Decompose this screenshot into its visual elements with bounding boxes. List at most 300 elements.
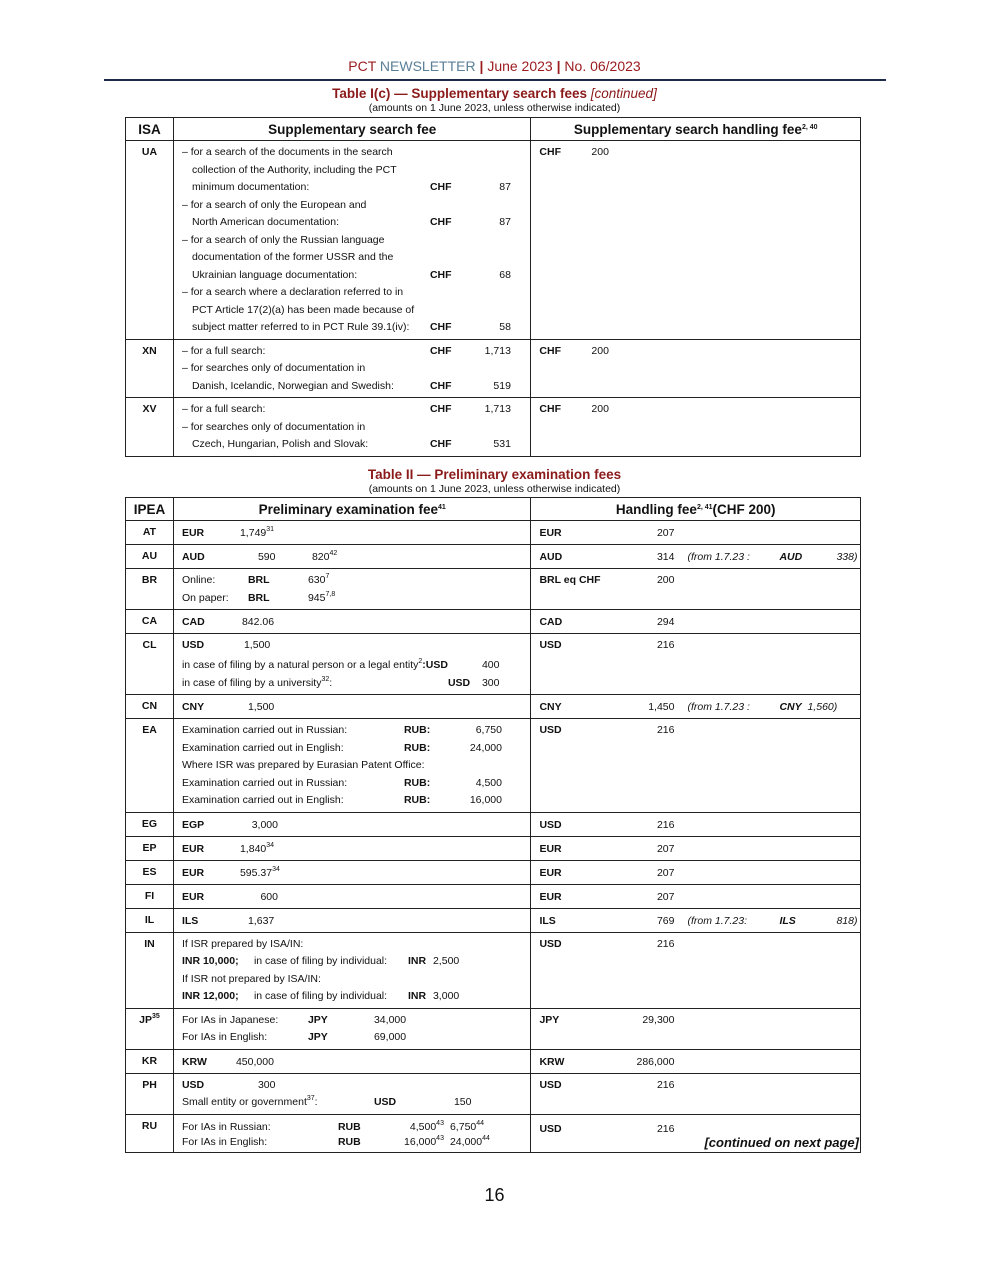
- footnote-ref: 41: [437, 503, 446, 511]
- amount: INR 10,000;: [181, 955, 239, 967]
- condition-label: If ISR not prepared by ISA/IN:: [181, 972, 321, 985]
- amount: 150: [453, 1096, 472, 1108]
- fee-line: [182, 343, 530, 361]
- amount-value: 4,500: [409, 1120, 437, 1133]
- col-header-fee: [173, 498, 531, 521]
- handling-amount: 200: [591, 403, 609, 415]
- condition-text: [182, 657, 448, 675]
- ipea-code: EG: [126, 812, 174, 836]
- isa-code: XV: [126, 398, 174, 457]
- table-row-fi: [126, 884, 861, 908]
- condition-label: in case of filing by individual:: [253, 955, 388, 967]
- col-header-fee-text: Preliminary examination fee: [258, 501, 438, 517]
- header-pct: PCT: [348, 58, 377, 74]
- handling-amount: 200: [591, 344, 609, 357]
- fee-cell: [173, 836, 531, 860]
- page-number: 16: [484, 1185, 505, 1205]
- col-header-ipea: IPEA: [126, 498, 174, 521]
- label: Online:: [181, 574, 216, 586]
- fee-description: Danish, Icelandic, Norwegian and Swedish:: [191, 379, 394, 392]
- fee-description: Examination carried out in Russian:: [181, 724, 348, 736]
- handling-amount: 29,300: [642, 1013, 675, 1026]
- table-row-cn: [126, 695, 861, 719]
- table-row-au: [126, 545, 861, 569]
- handling-currency: KRW: [539, 1055, 565, 1068]
- handling-amount: 207: [656, 890, 675, 903]
- table-row-in: [126, 932, 861, 1008]
- table-row-jp: [126, 1008, 861, 1049]
- handling-currency: AUD: [539, 551, 563, 563]
- amount: 87: [499, 181, 511, 193]
- handling-cell: [531, 860, 861, 884]
- supplementary-search-fees-table: [125, 117, 861, 457]
- amount: 1,500: [247, 701, 275, 713]
- handling-amount: 216: [656, 1078, 675, 1091]
- header-date: June 2023: [487, 58, 553, 74]
- table-row-ea: [126, 719, 861, 813]
- header-separator: |: [479, 58, 484, 74]
- condition-text: [182, 675, 332, 693]
- ipea-code: ES: [126, 860, 174, 884]
- handling-currency: USD: [539, 1122, 562, 1135]
- fee-line: [182, 267, 530, 285]
- handling-currency: CHF: [539, 403, 562, 415]
- col-header-handling: [531, 498, 861, 521]
- currency: EGP: [181, 818, 205, 831]
- fee-description: – for a search of only the Russian language: [181, 233, 385, 246]
- currency: EUR: [181, 890, 205, 903]
- label: On paper:: [181, 591, 229, 604]
- handling-amount: 216: [656, 1122, 675, 1135]
- handling-currency: JPY: [539, 1013, 560, 1026]
- footnote-ref: 2, 41: [696, 503, 713, 511]
- footnote-ref: 44: [482, 1134, 490, 1142]
- condition-label: in case of filing by a natural person or a legal entity: [181, 659, 419, 671]
- ipea-code: PH: [126, 1073, 174, 1114]
- footnote-ref: 34: [272, 865, 280, 873]
- fee-cell: [173, 908, 531, 932]
- fee-cell: [173, 695, 531, 719]
- amount: 1,713: [484, 344, 511, 357]
- table-row-ca: [126, 610, 861, 634]
- header-separator: |: [556, 58, 561, 74]
- handling-note-amount: 1,560): [807, 701, 838, 713]
- fee-line: [182, 419, 530, 437]
- footnote-ref: 37: [306, 1095, 315, 1102]
- handling-currency: CHF: [539, 146, 562, 158]
- colon: :: [314, 1096, 318, 1108]
- condition-label: in case of filing by a university: [181, 676, 322, 689]
- ipea-code-text: JP: [139, 1013, 152, 1026]
- label: For IAs in English:: [181, 1135, 268, 1148]
- handling-cell: [531, 398, 861, 457]
- table-row-at: [126, 521, 861, 545]
- header-newsletter: NEWSLETTER: [379, 58, 476, 74]
- ipea-code: AU: [126, 545, 174, 569]
- currency: AUD: [181, 551, 205, 563]
- amount: 3,000: [432, 990, 460, 1002]
- handling-cell: [531, 908, 861, 932]
- handling-cell: [531, 634, 861, 695]
- amount: [240, 524, 274, 542]
- fee-line: [182, 232, 530, 250]
- fee-cell: [173, 634, 531, 695]
- handling-note-currency: CNY: [779, 701, 802, 713]
- fee-description: – for searches only of documentation in: [181, 420, 366, 433]
- currency: INR: [407, 990, 427, 1002]
- page-header: [0, 58, 989, 74]
- ipea-code: KR: [126, 1049, 174, 1073]
- fee-line: [182, 162, 530, 180]
- handling-amount: 216: [656, 937, 675, 950]
- fee-line: [182, 757, 531, 775]
- condition-label: If ISR prepared by ISA/IN:: [181, 937, 304, 950]
- ipea-code: FI: [126, 884, 174, 908]
- handling-currency: EUR: [539, 527, 562, 539]
- ipea-code: BR: [126, 569, 174, 610]
- handling-note-currency: AUD: [779, 551, 803, 563]
- handling-cell: [531, 521, 861, 545]
- handling-currency: CAD: [539, 616, 563, 628]
- fee-description: – for a search of the documents in the search: [181, 146, 393, 158]
- amount: 68: [499, 268, 511, 281]
- handling-note: (from 1.7.23:: [687, 914, 747, 927]
- fee-description: Examination carried out in English:: [181, 794, 344, 806]
- fee-description: Where ISR was prepared by Eurasian Patent Office:: [181, 759, 425, 771]
- fee-cell: [173, 860, 531, 884]
- footnote-ref: 31: [266, 526, 275, 533]
- currency: CHF: [429, 321, 452, 333]
- handling-cell: [531, 545, 861, 569]
- handling-amount: 200: [656, 574, 675, 586]
- handling-amount: 1,450: [648, 701, 675, 713]
- handling-amount: 294: [656, 616, 675, 628]
- fee-cell: [173, 610, 531, 634]
- fee-cell: [173, 398, 530, 457]
- currency: ILS: [181, 914, 199, 927]
- fee-line: [182, 249, 530, 267]
- fee-cell: [173, 545, 531, 569]
- table-row-xv: [126, 398, 861, 457]
- amount-alt: [450, 1134, 490, 1150]
- amount: [380, 1134, 444, 1150]
- fee-cell: [173, 141, 530, 340]
- amount: 1,637: [247, 914, 275, 927]
- table-row-cl: [126, 634, 861, 695]
- currency: EUR: [181, 842, 205, 855]
- table1-title-text: Table I(c) — Supplementary search fees: [332, 86, 587, 101]
- amount: [380, 1120, 444, 1134]
- footnote-ref: 7,8: [325, 590, 336, 598]
- handling-cell: [531, 1049, 861, 1073]
- footnote-ref: 42: [329, 550, 338, 557]
- table-row-br: [126, 569, 861, 610]
- currency: USD: [373, 1096, 397, 1108]
- ipea-code: EA: [126, 719, 174, 813]
- table1-title-suffix: [continued]: [590, 86, 657, 101]
- fee-description: – for a full search:: [181, 344, 266, 357]
- handling-amount: 314: [656, 551, 675, 563]
- handling-cell: [531, 719, 861, 813]
- fee-cell: [173, 719, 531, 813]
- handling-note-amount: 818): [836, 914, 858, 927]
- currency: CNY: [181, 701, 205, 713]
- fee-cell: [173, 521, 531, 545]
- handling-cell: [531, 1008, 861, 1049]
- currency: CHF: [429, 379, 452, 392]
- ipea-code: CA: [126, 610, 174, 634]
- currency: BRL: [247, 591, 270, 604]
- table2-subtitle: (amounts on 1 June 2023, unless otherwise indicated): [368, 483, 621, 495]
- footnote-ref: 32: [321, 675, 330, 683]
- amount: 58: [499, 321, 511, 333]
- amount-value: 630: [307, 574, 326, 586]
- fee-cell: [173, 1008, 531, 1049]
- amount: 3,000: [251, 818, 278, 831]
- amount: 531: [493, 438, 511, 450]
- table-row-es: [126, 860, 861, 884]
- currency: KRW: [181, 1055, 207, 1068]
- amount: [308, 572, 329, 590]
- amount: [240, 864, 280, 882]
- condition-label: in case of filing by individual:: [253, 990, 388, 1002]
- handling-cell: [531, 812, 861, 836]
- currency: USD: [181, 639, 205, 651]
- fee-description: Ukrainian language documentation:: [191, 268, 358, 281]
- handling-note: (from 1.7.23 :: [687, 551, 750, 563]
- currency: RUB:: [403, 776, 431, 789]
- fee-description: Examination carried out in English:: [181, 741, 344, 754]
- amount: 519: [493, 379, 511, 392]
- footnote-ref: 7: [325, 573, 330, 580]
- currency: USD: [447, 676, 471, 689]
- table-row-ua: [126, 141, 861, 340]
- amount-value: 1,749: [239, 527, 267, 539]
- handling-amount: 207: [656, 866, 675, 879]
- amount: 300: [257, 1078, 276, 1091]
- currency: RUB:: [403, 794, 431, 806]
- amount: 69,000: [373, 1031, 407, 1043]
- amount: 300: [481, 676, 500, 689]
- amount: 4,500: [475, 776, 502, 789]
- ipea-code: IN: [126, 932, 174, 1008]
- ipea-code: CN: [126, 695, 174, 719]
- fee-cell: [173, 339, 530, 398]
- fee-line: [182, 436, 530, 454]
- handling-amount: 769: [656, 914, 675, 927]
- currency: EUR: [181, 527, 205, 539]
- handling-currency: USD: [539, 639, 562, 651]
- ipea-code: EP: [126, 836, 174, 860]
- col-header-handling: [531, 118, 861, 141]
- fee-line: [182, 179, 530, 197]
- handling-amount: 216: [656, 818, 675, 831]
- fee-line: [182, 740, 531, 758]
- table-row-il: [126, 908, 861, 932]
- handling-note-currency: ILS: [779, 914, 796, 927]
- currency: CHF: [429, 403, 452, 415]
- currency: INR: [407, 955, 427, 967]
- fee-description: collection of the Authority, including the PCT: [191, 163, 397, 176]
- amount: 450,000: [235, 1055, 274, 1068]
- amount: INR 12,000;: [181, 990, 239, 1002]
- handling-currency: CNY: [539, 701, 562, 713]
- fee-cell: [173, 932, 531, 1008]
- amount: 87: [499, 216, 511, 228]
- fee-description: – for a search of only the European and: [181, 198, 367, 211]
- amount: 16,000: [469, 794, 502, 806]
- fee-cell: [173, 569, 531, 610]
- fee-cell: [173, 812, 531, 836]
- table-row-kr: [126, 1049, 861, 1073]
- table1-subtitle: (amounts on 1 June 2023, unless otherwise indicated): [368, 102, 621, 114]
- currency: RUB: [337, 1135, 361, 1148]
- currency: RUB: [337, 1120, 361, 1133]
- fee-line: [182, 775, 531, 793]
- fee-description: documentation of the former USSR and the: [191, 251, 394, 263]
- currency: CAD: [181, 616, 205, 628]
- handling-amount: 207: [656, 527, 675, 539]
- fee-line: [182, 144, 530, 162]
- ipea-code: [126, 1008, 174, 1049]
- handling-amount: 207: [656, 842, 675, 855]
- handling-cell: [531, 569, 861, 610]
- col-header-fee: Supplementary search fee: [173, 118, 530, 141]
- condition-text: [182, 1094, 318, 1112]
- handling-cell: [531, 836, 861, 860]
- header-rule: [104, 79, 886, 81]
- handling-cell: [531, 695, 861, 719]
- amount-value: 16,000: [404, 1135, 437, 1148]
- col-header-handling-text: Handling fee: [615, 501, 697, 517]
- handling-note: (from 1.7.23 :: [687, 701, 750, 713]
- preliminary-examination-fees-table: [125, 497, 861, 1153]
- amount: 2,500: [432, 955, 460, 967]
- fee-line: [182, 401, 530, 419]
- amount: 842.06: [241, 616, 275, 628]
- currency: JPY: [307, 1031, 328, 1043]
- currency: USD: [181, 1078, 205, 1091]
- ipea-code: AT: [126, 521, 174, 545]
- amount: [240, 840, 274, 858]
- amount: 590: [257, 551, 276, 563]
- handling-cell: [531, 339, 861, 398]
- currency: CHF: [429, 268, 452, 281]
- handling-amount: 286,000: [636, 1055, 675, 1068]
- amount-value: 820: [311, 551, 330, 563]
- amount-alt: [450, 1120, 484, 1134]
- condition-label: Small entity or government: [181, 1096, 307, 1108]
- fee-description: – for a search where a declaration referred to in: [181, 286, 404, 298]
- handling-currency: EUR: [539, 842, 562, 855]
- footnote-ref: 2: [418, 658, 423, 665]
- isa-code: UA: [126, 141, 174, 340]
- amount: 600: [260, 890, 278, 903]
- footnote-ref: 34: [266, 841, 275, 849]
- amount: 400: [481, 659, 500, 671]
- handling-currency: ILS: [539, 914, 556, 927]
- ipea-code: CL: [126, 634, 174, 695]
- handling-currency: EUR: [539, 890, 562, 903]
- table-row-ep: [126, 836, 861, 860]
- col-header-handling-suffix: (CHF 200): [712, 501, 776, 517]
- amount-value: 945: [307, 591, 326, 604]
- fee-description: – for a full search:: [181, 403, 266, 415]
- table2-title: Table II — Preliminary examination fees: [367, 467, 622, 482]
- fee-line: [182, 378, 530, 396]
- fee-description: North American documentation:: [191, 216, 340, 228]
- currency: CHF: [429, 344, 452, 357]
- amount: 1,713: [484, 403, 511, 415]
- currency: CHF: [429, 216, 452, 228]
- table-row-ph: [126, 1073, 861, 1114]
- header-issue: No. 06/2023: [564, 58, 641, 74]
- fee-cell: [173, 1049, 531, 1073]
- amount: 24,000: [469, 741, 502, 754]
- table-row-eg: [126, 812, 861, 836]
- handling-cell: [531, 1073, 861, 1114]
- fee-description: Czech, Hungarian, Polish and Slovak:: [191, 438, 369, 450]
- fee-line: [182, 360, 530, 378]
- fee-cell: [173, 1114, 531, 1152]
- footnote-ref: 35: [152, 1012, 160, 1020]
- fee-description: – for searches only of documentation in: [181, 362, 366, 374]
- table-row-xn: [126, 339, 861, 398]
- ipea-code: IL: [126, 908, 174, 932]
- continued-note: [continued on next page]: [704, 1135, 859, 1150]
- currency: :USD: [422, 659, 448, 671]
- fee-line: [182, 319, 530, 337]
- handling-currency: USD: [539, 724, 562, 736]
- currency: RUB:: [403, 724, 431, 736]
- handling-currency: USD: [539, 1078, 562, 1091]
- amount-value: 6,750: [449, 1120, 477, 1133]
- fee-line: [182, 284, 530, 302]
- footnote-ref: 2, 40: [801, 123, 818, 131]
- fee-line: [182, 197, 530, 215]
- handling-amount: 216: [656, 639, 675, 651]
- handling-currency: USD: [539, 937, 562, 950]
- currency: CHF: [429, 438, 452, 450]
- handling-amount: 216: [656, 724, 675, 736]
- table-header-row: [126, 498, 861, 521]
- fee-description: Examination carried out in Russian:: [181, 776, 348, 789]
- amount-value: 595.37: [239, 866, 273, 879]
- handling-currency: EUR: [539, 866, 562, 879]
- fee-line: [182, 302, 530, 320]
- currency: EUR: [181, 866, 205, 879]
- col-header-isa: ISA: [126, 118, 174, 141]
- currency: JPY: [307, 1013, 328, 1026]
- isa-code: XN: [126, 339, 174, 398]
- amount: 6,750: [475, 724, 502, 736]
- fee-description: PCT Article 17(2)(a) has been made because of: [191, 303, 415, 316]
- col-header-handling-text: Supplementary search handling fee: [573, 121, 802, 137]
- handling-cell: [531, 610, 861, 634]
- amount: 34,000: [373, 1013, 407, 1026]
- amount-alt: [312, 548, 337, 566]
- footnote-ref: 44: [476, 1119, 485, 1127]
- currency: CHF: [429, 181, 452, 193]
- handling-currency: CHF: [539, 344, 562, 357]
- amount: [308, 590, 335, 608]
- ipea-code: RU: [126, 1114, 174, 1152]
- fee-line: [182, 214, 530, 232]
- currency: BRL: [247, 574, 270, 586]
- label: For IAs in English:: [181, 1031, 268, 1043]
- handling-note-amount: 338): [836, 551, 858, 563]
- label: For IAs in Japanese:: [181, 1013, 279, 1026]
